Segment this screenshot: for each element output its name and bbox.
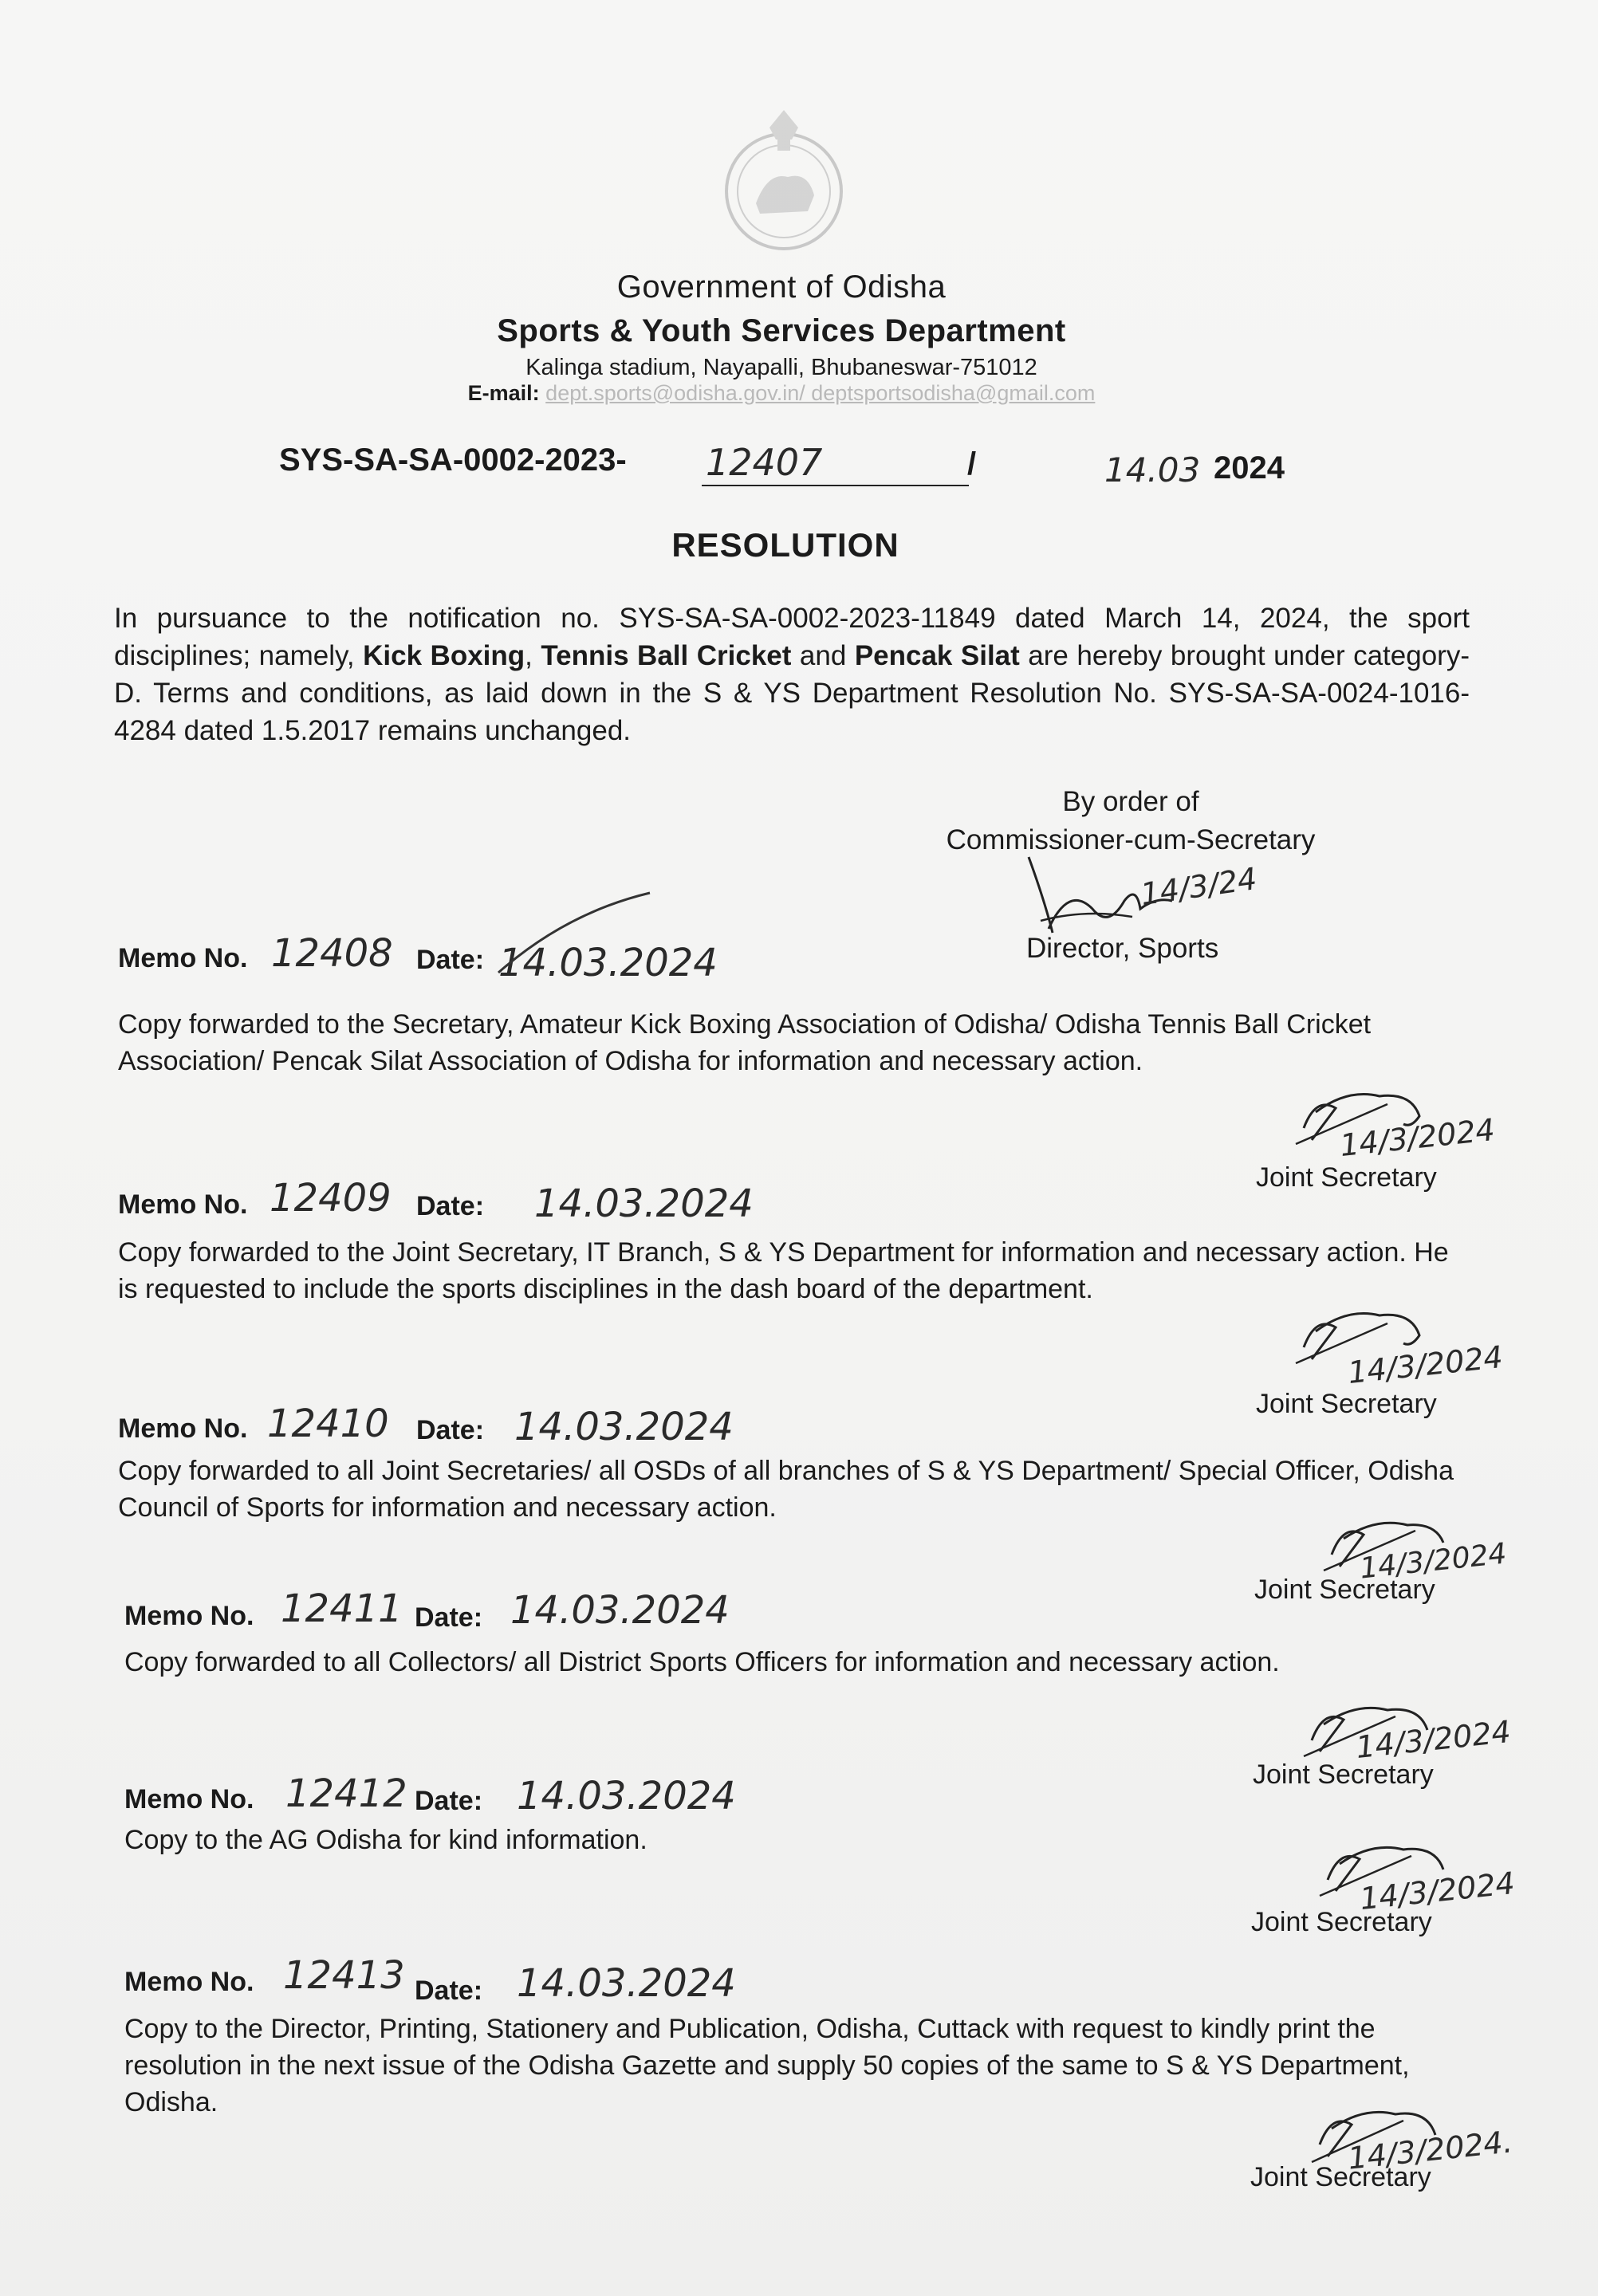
memo-3-signatory: Joint Secretary bbox=[1254, 1575, 1435, 1605]
memo-3-text: Copy forwarded to all Joint Secretaries/ all OSDs of all branches of S & YS Department/ Special Officer, Odisha Council of Sports for information and necessary action. bbox=[118, 1456, 1454, 1523]
sport-pencak-silat: Pencak Silat bbox=[854, 640, 1020, 671]
memo-5-date: 14.03.2024 bbox=[517, 1774, 736, 1818]
reference-date-handwritten: 14.03 bbox=[1104, 450, 1201, 489]
memo-3-date-label: Date: bbox=[416, 1415, 485, 1445]
department-email bbox=[0, 381, 1563, 406]
memo-1-strike-mark bbox=[494, 889, 654, 977]
memo-2-date: 14.03.2024 bbox=[534, 1181, 754, 1226]
memo-2-date-label: Date: bbox=[416, 1191, 485, 1221]
document-title: RESOLUTION bbox=[671, 526, 899, 564]
memo-1-date-label: Date: bbox=[416, 945, 485, 975]
memo-6-date-label: Date: bbox=[415, 1976, 483, 2006]
director-designation: Director, Sports bbox=[1026, 933, 1219, 964]
memo-2-signatory: Joint Secretary bbox=[1256, 1389, 1437, 1419]
memo-5-signatory: Joint Secretary bbox=[1251, 1907, 1432, 1937]
department-name: Sports & Youth Services Department bbox=[497, 313, 1066, 348]
memo-6-text: Copy to the Director, Printing, Stationery and Publication, Odisha, Cuttack with request to kindly print the resolution in the next issue of the Odisha Gazette and supply 50 copies of the same to S & YS Department, Odisha. bbox=[124, 2014, 1410, 2117]
memo-1-number: 12408 bbox=[271, 931, 393, 976]
memo-5-text: Copy to the AG Odisha for kind information. bbox=[124, 1825, 647, 1855]
memo-2-signature-date: 14/3/2024 bbox=[1346, 1339, 1505, 1391]
memo-5-label: Memo No. bbox=[124, 1784, 254, 1814]
reference-underline bbox=[702, 485, 969, 486]
reference-number-handwritten: 12407 bbox=[706, 441, 823, 484]
memo-6-label: Memo No. bbox=[124, 1967, 254, 1997]
memo-5-number: 12412 bbox=[285, 1771, 407, 1816]
body-text: are hereby brought under category-D. Terms and conditions, as laid down in the S & YS Department Resolution No. SYS-SA-SA-0024-1016-4284 dated 1.5.2017 remains unchanged. bbox=[114, 640, 1470, 746]
memo-5-date-label: Date: bbox=[415, 1786, 483, 1816]
memo-3-signature-date: 14/3/2024 bbox=[1358, 1537, 1509, 1586]
odisha-emblem-icon bbox=[712, 104, 856, 263]
memo-1-date: 14.03.2024 bbox=[498, 941, 718, 985]
email-value: dept.sports@odisha.gov.in/ deptsportsodisha@gmail.com bbox=[545, 381, 1096, 405]
memo-2-number: 12409 bbox=[270, 1176, 392, 1221]
memo-6-date: 14.03.2024 bbox=[517, 1961, 736, 2006]
memo-1 bbox=[118, 943, 247, 974]
memo-4-text: Copy forwarded to all Collectors/ all District Sports Officers for information and necessary action. bbox=[124, 1647, 1280, 1677]
memo-4-signatory: Joint Secretary bbox=[1253, 1759, 1434, 1790]
by-order-block bbox=[931, 783, 1330, 859]
reference-prefix: SYS-SA-SA-0002-2023- bbox=[279, 442, 627, 478]
memo-1-signatory: Joint Secretary bbox=[1256, 1162, 1437, 1193]
memo-2-text: Copy forwarded to the Joint Secretary, IT Branch, S & YS Department for information and necessary action. He is requested to include the sports disciplines in the dash board of the department. bbox=[118, 1237, 1449, 1304]
memo-label: Memo No. bbox=[118, 943, 248, 973]
reference-year: 2024 bbox=[1214, 450, 1285, 486]
resolution-body bbox=[114, 600, 1470, 749]
by-order-line: By order of bbox=[1062, 786, 1199, 817]
sport-kick-boxing: Kick Boxing bbox=[363, 640, 525, 671]
body-text: In pursuance to the notification no. SYS-SA-SA-0002-2023-11849 dated March 14, 2024, the sport disciplines; namely, bbox=[114, 603, 1470, 671]
memo-1-text: Copy forwarded to the Secretary, Amateur Kick Boxing Association of Odisha/ Odisha Tennis Ball Cricket Association/ Pencak Silat Association of Odisha for information and necessary action. bbox=[118, 1009, 1372, 1076]
memo-4-label: Memo No. bbox=[124, 1601, 254, 1631]
memo-6-signatory: Joint Secretary bbox=[1250, 2162, 1431, 2192]
memo-4-number: 12411 bbox=[281, 1586, 403, 1631]
memo-3-label: Memo No. bbox=[118, 1413, 248, 1444]
memo-6-number: 12413 bbox=[283, 1953, 405, 1998]
memo-4-date: 14.03.2024 bbox=[510, 1588, 730, 1633]
memo-4-date-label: Date: bbox=[415, 1602, 483, 1633]
memo-4-signature-date: 14/3/2024 bbox=[1354, 1713, 1513, 1766]
memo-2-label: Memo No. bbox=[118, 1189, 248, 1220]
sport-tennis-ball-cricket: Tennis Ball Cricket bbox=[541, 640, 792, 671]
government-name: Government of Odisha bbox=[616, 269, 947, 305]
department-address: Kalinga stadium, Nayapalli, Bhubaneswar-751012 bbox=[525, 355, 1037, 380]
body-separator: , bbox=[525, 640, 541, 671]
commissioner-line: Commissioner-cum-Secretary bbox=[946, 824, 1316, 855]
memo-6-signature-date: 14/3/2024. bbox=[1346, 2124, 1514, 2176]
memo-3-number: 12410 bbox=[267, 1402, 389, 1446]
memo-1-signature-date: 14/3/2024 bbox=[1338, 1111, 1497, 1164]
reference-slash: / bbox=[967, 446, 977, 482]
email-label: E-mail: bbox=[467, 381, 540, 405]
memo-5-signature-date: 14/3/2024 bbox=[1358, 1865, 1517, 1917]
body-separator: and bbox=[791, 640, 855, 671]
memo-3-date: 14.03.2024 bbox=[514, 1405, 734, 1449]
director-signature-date: 14/3/24 bbox=[1138, 861, 1259, 912]
